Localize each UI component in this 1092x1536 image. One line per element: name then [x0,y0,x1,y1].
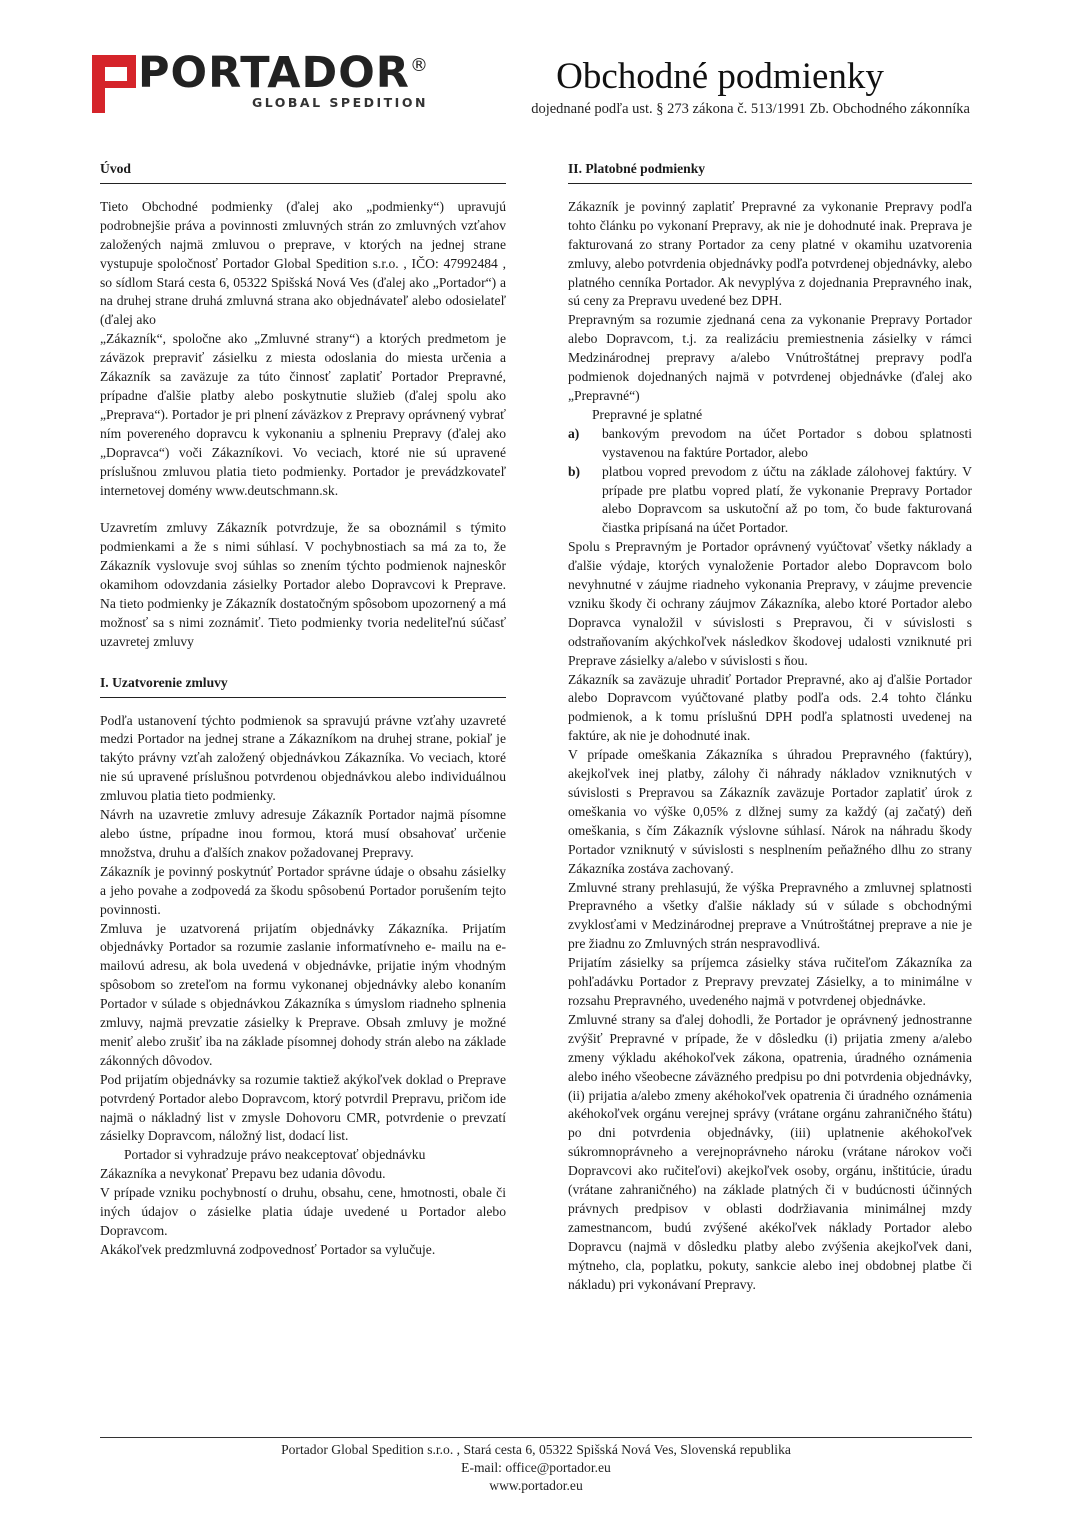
payment-option-label: a) [568,425,580,441]
logo-registered-mark: ® [410,55,428,76]
section1-paragraph: Akákoľvek predzmluvná zodpovednosť Portador sa vylučuje. [100,1241,436,1257]
logo-p-mark [92,55,136,113]
section1-paragraph: V prípade vzniku pochybností o druhu, obsahu, cene, hmotnosti, obale či iných údajov o zásielke platia údaje uvedené u Portador alebo Dopravcom. [100,1185,506,1239]
section2-paragraph: Zákazník sa zaväzuje uhradiť Portador Prepravné, ako aj ďalšie Portador alebo Dopravcom vyúčtované platby podľa ods. 2.4 tohto článku podmienok, a k tomu príslušnú DPH podľa splatnosti uvedenej na faktúre, ak nie je dohodnuté inak. [568,671,972,744]
logo-wordmark: PORTADOR [138,48,410,98]
section1-paragraph: Zákazník je povinný poskytnúť Portador správne údaje o obsahu zásielky a jeho povahe a zodpovedá za škodu spôsobenú Portador porušením tejto povinnosti. [100,863,506,917]
payable-intro: Prepravné je splatné [592,406,703,422]
document-subtitle: dojednané podľa ust. § 273 zákona č. 513/1991 Zb. Obchodného zákonníka [531,101,970,117]
section2-heading: II. Platobné podmienky [568,160,972,184]
section2-paragraph: Zmluvné strany sa ďalej dohodli, že Portador je oprávnený jednostranne zvýšiť Prepravné v prípade, že v dôsledku (i) prijatia zmeny a/alebo zmeny výkladu akéhokoľvek zákona, opatrenia, úradného oznámenia alebo iného všeobecne záväzného predpisu po dni potvrdenia objednávky, (ii) prijatia a/alebo zmeny akéhokoľvek opatrenia či úradného oznámenia akéhokoľvek orgánu verejnej správy (vrátane orgánu zahraničného štátu) po dni potvrdenia objednávky, (iii) uplatnenie akéhokoľvek súkromnoprávneho a verejnoprávneho nároku (vrátane nárokov voči Dopravcovi ako ručiteľovi) akejkoľvek osoby, orgánu, inštitúcie, úradu (vrátane zahraničného) na základe platných či v budúcnosti účinných právnych predpisov v oblasti dodržiavania minimálnej mzdy zamestnancom, budú zvýšené akékoľvek náklady Portador alebo Dopravcu (najmä v dôsledku platby alebo zvýšenia akejkoľvek dani, mýtneho, cla, poplatku, pokuty, sankcie alebo inej obdobnej platbe či nákladu) pri vykonávaní Prepravy. [568,1011,972,1292]
section1-paragraph: Návrh na uzavretie zmluvy adresuje Zákazník Portador najmä písomne alebo ústne, prípadne inou formou, ktorá musí obsahovať určenie množstva, druhu a ďalších znakov požadovanej Prepravy. [100,807,506,860]
section1-paragraph: Pod prijatím objednávky sa rozumie taktiež akýkoľvek doklad o Preprave potvrdený Portador alebo Dopravcom, ktorý potvrdil Prepravu, pričom ide najmä o nákladný list v zmysle Dohovoru CMR, potvrdenie o prevzatí zásielky Dopravcom, náložný list, dodací list. [100,1071,506,1144]
payment-option-label: b) [568,463,581,479]
section2-paragraph: Zákazník je povinný zaplatiť Prepravné za vykonanie Prepravy podľa tohto článku po vykonaní Prepravy, ak nie je dohodnuté inak. Preprava je fakturovaná zo strany Portador za ceny platné v okamihu uzatvorenia zmluvy, alebo potvrdenia objednávky podľa potvrdenej objednávky, alebo platného cenníka Portador. Ak nevyplýva z dojednania Prepravného inak, sú ceny za Prepravu uvedené bez DPH. [568,198,972,309]
payment-option-text: bankovým prevodom na účet Portador s dobou splatnosti vystavenou na faktúre Portador, alebo [602,425,972,460]
left-column [100,160,506,1260]
payment-option-text: platbou vopred prevodom z účtu na základe zálohovej faktúry. V prípade pre platbu vopred platí, že vykonanie Prepravy Portador alebo Dopravcom sa uskutoční až po tom, čo bude fakturovaná čiastka pripísaná na účet Portador. [602,463,972,536]
footer-divider [100,1437,972,1438]
section1-heading: I. Uzatvorenie zmluvy [100,674,506,698]
section1-paragraph: Podľa ustanovení týchto podmienok sa spravujú právne vzťahy uzavreté medzi Portador na jednej strane a Zákazníkom na druhej strane, pokiaľ je takýto právny vzťah založený objednávkou Zákazníka. Vo veciach, ktoré nie sú upravené príslušnou potvrdenou objednávkou alebo individuálnou zmluvou platia tieto podmienky. [100,712,506,804]
intro-paragraph: Uzavretím zmluvy Zákazník potvrdzuje, že sa oboznámil s týmito podmienkami a že s nimi súhlasí. V pochybnostiach sa má za to, že Zákazník vyslovuje svoj súhlas so znením týchto podmienok najneskôr okamihom odovzdania zásielky Portador alebo Dopravcovi k Preprave. Na tieto podmienky je Zákazník dostatočným spôsobom upozornený a má možnosť sa s nimi zoznámiť. Tieto podmienky tvoria nedeliteľnú súčasť uzavretej zmluvy [100,520,506,649]
intro-heading: Úvod [100,160,506,184]
intro-paragraph: Tieto Obchodné podmienky (ďalej ako „podmienky“) upravujú podrobnejšie práva a povinnosti zmluvných strán zo zmluvných vzťahov založených najmä zmluvou o preprave, v ktorých na jednej strane vystupuje spoločnosť Portador Global Spedition s.r.o. , IČO: 47992484 , so sídlom Stará cesta 6, 05322 Spišská Nová Ves (ďalej ako „Portador“) a na druhej strane druhá zmluvná strana ako objednávateľ alebo odosielateľ (ďalej ako [100,198,506,328]
payment-option [568,463,972,539]
document-title: Obchodné podmienky [556,56,884,97]
footer-email: E-mail: office@portador.eu [461,1460,611,1475]
page-footer [100,1441,972,1495]
section2-paragraph: Prijatím zásielky sa príjemca zásielky stáva ručiteľom Zákazníka za pohľadávku Portador z Prepravy prevzatej Zásielky, a to minimálne v rozsahu Prepravného, uvedeného najmä v potvrdenej objednávke. [568,955,972,1008]
logo-subtitle: GLOBAL SPEDITION [252,95,428,110]
section1-paragraph: Zákazníka a nevykonať Prepavu bez udania dôvodu. [100,1166,386,1182]
section2-paragraph: Prepravným sa rozumie zjednaná cena za vykonanie Prepravy Portador alebo Dopravcom, t.j. za realizáciu premiestnenia zásielky v rámci Medzinárodnej prepravy a/alebo Vnútroštátnej prepravy podľa podmienok dojednaných najmä v potvrdenej objednávke (ďalej ako „Prepravné“) [568,312,972,403]
section2-paragraph: V prípade omeškania Zákazníka s úhradou Prepravného (faktúry), akejkoľvek inej platby, zálohy či náhrady nákladov vzniknutých v súvislosti s Prepravou sa Zákazník zaväzuje Portador zaplatiť úrok z omeškania vo výške 0,05% z dlžnej sumy za každý (aj začatý) deň omeškania, s čím Zákazník výslovne súhlasí. Nárok na náhradu škody Portador vzniknutý v súvislosti s nesplnením peňažného dlhu zo strany Zákazníka zostáva zachovaný. [568,747,972,876]
section1-paragraph: Zmluva je uzatvorená prijatím objednávky Zákazníka. Prijatím objednávky Portador sa rozumie zaslanie informatívneho e- mailu na e-mailovú adresu, ak bola uvedená v objednávke, prijatie iným vhodným spôsobom so zreteľom na formu vykonanej objednávky alebo konaním Portador v súlade s objednávkou Zákazníka s úmyslom riadneho splnenia zmluvy, najmä prevzatie zásielky k Preprave. Obsah zmluvy je možné meniť alebo zrušiť iba na základe písomnej dohody strán alebo na základe zákonných dôvodov. [100,920,506,1068]
footer-website: www.portador.eu [489,1478,583,1493]
right-column [568,160,972,1294]
section2-paragraph: Spolu s Prepravným je Portador oprávnený vyúčtovať všetky náklady a ďalšie výdaje, ktorých vynaloženie Portador alebo Dopravcom bolo nevyhnutné v záujme riadneho vykonania Prepravy, v záujme prevencie vzniku škody či ochrany záujmov Zákazníka, alebo ktoré Portador alebo Dopravca vynaložil v súvislosti s Prepravou, či v súvislosti s odstraňovaním akýchkoľvek následkov škodovej udalosti vzniknuté pri Preprave zásielky a/alebo v súvislosti s ňou. [568,539,972,668]
company-logo [92,48,432,113]
footer-address: Portador Global Spedition s.r.o. , Stará cesta 6, 05322 Spišská Nová Ves, Slovenská republika [281,1442,791,1457]
section1-indented-paragraph: Portador si vyhradzuje právo neakceptovať objednávku [124,1147,426,1163]
section2-paragraph: Zmluvné strany prehlasujú, že výška Prepravného a zmluvnej splatnosti Prepravného a všetky ďalšie náklady sú v súlade s obchodnými zvyklosťami v Medzinárodnej preprave a Vnútroštátnej preprave a nie je pre žiadnu zo Zmluvných strán nespravodlivá. [568,879,972,952]
payment-option [568,425,972,463]
intro-paragraph: „Zákazník“, spoločne ako „Zmluvné strany“) a ktorých predmetom je záväzok prepraviť zásielku z miesta odoslania do miesta určenia a Zákazník sa zaväzuje za túto činnosť zaplatiť Portador Prepravné, prípadne ďalšie platby alebo poskytnutie služieb (ďalej spolu ako „Preprava“). Portador je pri plnení záväzkov z Prepravy oprávnený vybrať ním povereného dopravcu k vykonaniu a splneniu Prepravy (ďalej ako „Dopravca“) voči Zákazníkovi. Vo veciach, ktoré nie sú upravené príslušnou zmluvou platia tieto podmienky. Portador je prevádzkovateľ internetovej domény www.deutschmann.sk. [100,331,506,498]
